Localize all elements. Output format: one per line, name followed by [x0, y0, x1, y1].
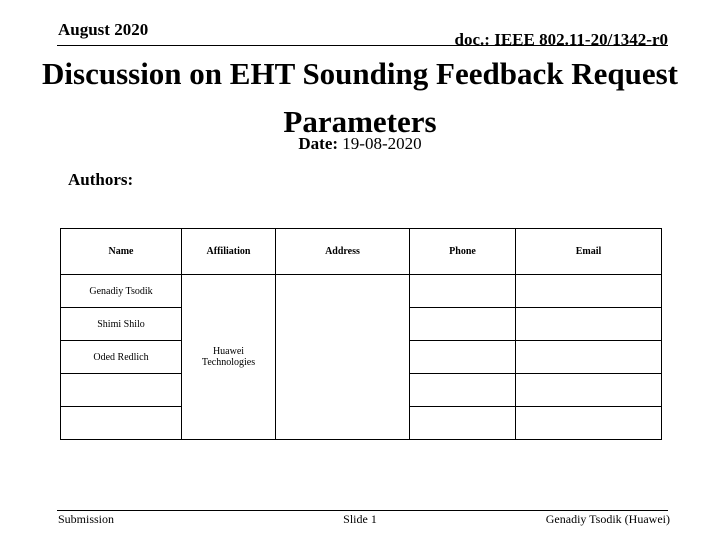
date-value: 19-08-2020 — [342, 134, 422, 153]
footer-slide-number: Slide 1 — [343, 512, 377, 526]
affiliation-cell — [182, 275, 276, 440]
email-cell — [516, 275, 662, 308]
column-header-name: Name — [61, 229, 182, 275]
date-line — [0, 134, 720, 154]
document-id: doc.: IEEE 802.11-20/1342-r0 — [454, 30, 668, 49]
address-cell — [276, 275, 410, 440]
affiliation-line: Huawei — [212, 346, 245, 357]
column-header-affiliation: Affiliation — [182, 229, 276, 275]
table-row — [61, 275, 662, 308]
author-name-cell — [61, 407, 182, 440]
column-header-phone: Phone — [410, 229, 516, 275]
phone-cell — [410, 374, 516, 407]
phone-cell — [410, 308, 516, 341]
authors-table — [60, 228, 662, 440]
date-label: Date: — [298, 134, 339, 153]
author-name-cell — [61, 374, 182, 407]
author-name-cell: Shimi Shilo — [61, 308, 182, 341]
footer-author: Genadiy Tsodik (Huawei) — [545, 512, 670, 526]
footer-submission: Submission — [58, 512, 115, 526]
email-cell — [516, 308, 662, 341]
phone-cell — [410, 407, 516, 440]
phone-cell — [410, 341, 516, 374]
column-header-address: Address — [276, 229, 410, 275]
author-name-cell: Genadiy Tsodik — [61, 275, 182, 308]
footer-divider — [57, 510, 668, 511]
affiliation-line: Technologies — [201, 357, 256, 368]
email-cell — [516, 341, 662, 374]
header-date: August 2020 — [58, 20, 149, 39]
table-header-row — [61, 229, 662, 275]
header-divider — [57, 45, 668, 46]
author-name-cell: Oded Redlich — [61, 341, 182, 374]
email-cell — [516, 407, 662, 440]
email-cell — [516, 374, 662, 407]
slide-title: Discussion on EHT Sounding Feedback Request Parameters — [42, 56, 678, 139]
authors-label: Authors: — [68, 170, 134, 189]
phone-cell — [410, 275, 516, 308]
column-header-email: Email — [516, 229, 662, 275]
